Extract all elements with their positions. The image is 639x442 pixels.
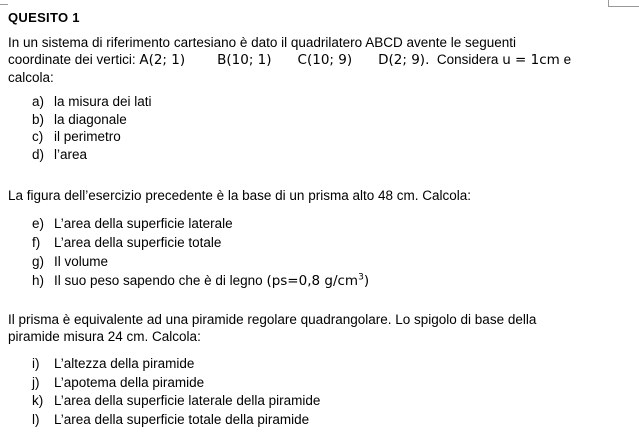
vertex-d: D(2; 9). xyxy=(378,52,430,68)
list-item xyxy=(32,252,369,271)
list-item xyxy=(32,214,369,233)
list-item xyxy=(32,128,152,146)
item-text: la diagonale xyxy=(54,111,127,127)
page-corner-right xyxy=(608,0,639,7)
item-text: L’area della superficie totale della piramide xyxy=(54,411,310,427)
pyramid-paragraph xyxy=(8,311,608,345)
intro-paragraph xyxy=(8,34,608,86)
question-list-2 xyxy=(32,214,369,291)
density-formula-base: (ps=0,8 g/cm xyxy=(266,273,359,289)
item-text: L’area della superficie laterale della piramide xyxy=(54,393,321,408)
item-text: Il suo peso sapendo che è di legno xyxy=(54,273,263,288)
prism-paragraph: La figura dell’esercizio precedente è la base di un prisma alto 48 cm. Calcola: xyxy=(8,188,472,203)
density-formula xyxy=(266,273,369,289)
item-text: L’altezza della piramide xyxy=(54,356,195,371)
item-mark: b) xyxy=(32,111,45,127)
item-mark: e) xyxy=(32,216,45,231)
item-mark: h) xyxy=(32,273,45,288)
vertex-a: A(2; 1) xyxy=(139,52,186,68)
exercise-title: QUESITO 1 xyxy=(8,10,80,25)
item-mark: k) xyxy=(32,393,44,408)
intro-coordinates-label: coordinate dei vertici: xyxy=(8,52,136,67)
item-text: L’area della superficie laterale xyxy=(54,216,233,231)
page-corner-left xyxy=(0,0,8,5)
list-item xyxy=(32,271,369,291)
pyramid-line-2: piramide misura 24 cm. Calcola: xyxy=(8,329,201,344)
item-text: Il volume xyxy=(54,254,109,269)
item-mark: c) xyxy=(32,129,44,144)
item-mark: i) xyxy=(32,356,40,371)
list-item xyxy=(32,93,152,111)
question-list-3 xyxy=(32,355,320,429)
intro-line-2-end: e xyxy=(563,52,572,67)
vertex-c: C(10; 9) xyxy=(297,52,353,68)
consider-label: Considera xyxy=(436,52,499,67)
intro-line-3: calcola: xyxy=(8,70,54,85)
list-item xyxy=(32,411,320,430)
item-mark: j) xyxy=(32,374,40,390)
vertex-b: B(10; 1) xyxy=(217,52,272,68)
intro-line-1: In un sistema di riferimento cartesiano è dato il quadrilatero ABCD avente le seguenti xyxy=(8,35,517,50)
list-item xyxy=(32,146,152,164)
density-formula-exponent: 3 xyxy=(358,272,364,283)
unit-equation: u = 1cm xyxy=(502,52,560,68)
item-text: L’apotema della piramide xyxy=(54,374,205,390)
item-text: l’area xyxy=(54,146,88,162)
item-mark: d) xyxy=(32,146,45,162)
item-text: L’area della superficie totale xyxy=(54,235,222,250)
list-item xyxy=(32,374,320,393)
item-text: il perimetro xyxy=(54,129,121,144)
pyramid-line-1: Il prisma è equivalente ad una piramide regolare quadrangolare. Lo spigolo di base della xyxy=(8,312,537,327)
density-formula-close: ) xyxy=(363,273,370,289)
item-mark: f) xyxy=(32,235,41,250)
item-mark: a) xyxy=(32,94,45,109)
question-list-1 xyxy=(32,93,152,163)
intro-line-2 xyxy=(8,51,608,69)
item-mark: l) xyxy=(32,411,40,427)
list-item xyxy=(32,111,152,129)
list-item xyxy=(32,355,320,374)
item-text: la misura dei lati xyxy=(54,94,152,109)
item-mark: g) xyxy=(32,254,45,269)
list-item xyxy=(32,392,320,411)
list-item xyxy=(32,233,369,252)
